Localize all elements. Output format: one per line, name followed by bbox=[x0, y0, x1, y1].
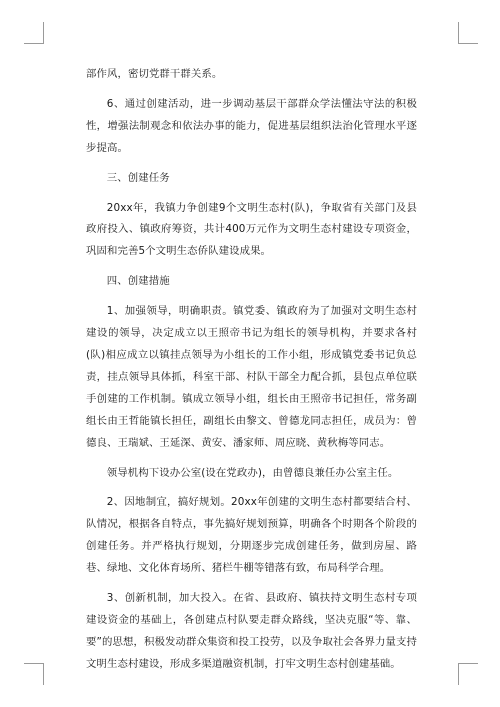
paragraph-continuation: 部作风，密切党群干群关系。 bbox=[86, 68, 223, 80]
section-heading-measures: 四、创建措施 bbox=[106, 275, 170, 288]
paragraph-office: 领导机构下设办公室(设在党政办)，由曾德良兼任办公室主任。 bbox=[106, 466, 399, 479]
paragraph-item-6: 6、通过创建活动，进一步调动基层干部群众学法懂法守法的积极性，增强法制观念和依法办事的能力，促进基层组织法治化管理水平逐步提高。 bbox=[86, 97, 417, 154]
paragraph-measure-3: 3、创新机制，加大投入。在省、县政府、镇扶持文明生态村专项建设资金的基础上，各创建点村队要走群众路线，坚决克服“等、靠、要”的思想，积极发动群众集资和投工投劳，以及争取社会各界力量支持文明生态村建设，形成多渠道融资机制，打牢文明生态村创建基础。 bbox=[86, 592, 417, 670]
crop-mark-bottom-left-horizontal bbox=[24, 663, 44, 664]
crop-mark-top-left-horizontal bbox=[24, 43, 44, 44]
section-heading-tasks: 三、创建任务 bbox=[106, 171, 170, 184]
crop-mark-top-right-horizontal bbox=[458, 43, 478, 44]
paragraph-measure-2: 2、因地制宜，搞好规划。20xx年创建的文明生态村都要结合村、队情况，根据各自特点，事先搞好规划预算，明确各个时期各个阶段的创建任务。并严格执行规划，分期逐步完成创建任务，做到房屋、路巷、绿地、文化体育场所、猪栏牛棚等错落有致，布局科学合理。 bbox=[86, 496, 417, 575]
crop-mark-bottom-left-vertical bbox=[43, 663, 44, 685]
crop-mark-top-left-vertical bbox=[43, 22, 44, 44]
paragraph-measure-1: 1、加强领导，明确职责。镇党委、镇政府为了加强对文明生态村建设的领导，决定成立以王照帝书记为组长的领导机构，并要求各村(队)相应成立以镇挂点领导为小组长的工作小组，形成镇党委书记负总责，挂点领导具体抓，科室干部、村队干部全力配合抓，县包点单位联手创建的工作机制。镇成立领导小组，组长由王照帝书记担任，常务副组长由王哲能镇长担任，副组长由黎文、曾德龙同志担任，成员为：曾德良、王瑞斌、王延深、黄安、潘家师、周应晓、黄秋梅等同志。 bbox=[86, 305, 417, 449]
crop-mark-bottom-right-vertical bbox=[458, 663, 459, 685]
paragraph-tasks: 20xx年，我镇力争创建9个文明生态村(队)，争取省有关部门及县政府投入、镇政府筹资，共计400万元作为文明生态村建设专项资金，巩固和完善5个文明生态侨队建设成果。 bbox=[86, 201, 417, 258]
crop-mark-bottom-right-horizontal bbox=[458, 663, 478, 664]
crop-mark-top-right-vertical bbox=[458, 22, 459, 44]
document-body bbox=[86, 64, 417, 676]
